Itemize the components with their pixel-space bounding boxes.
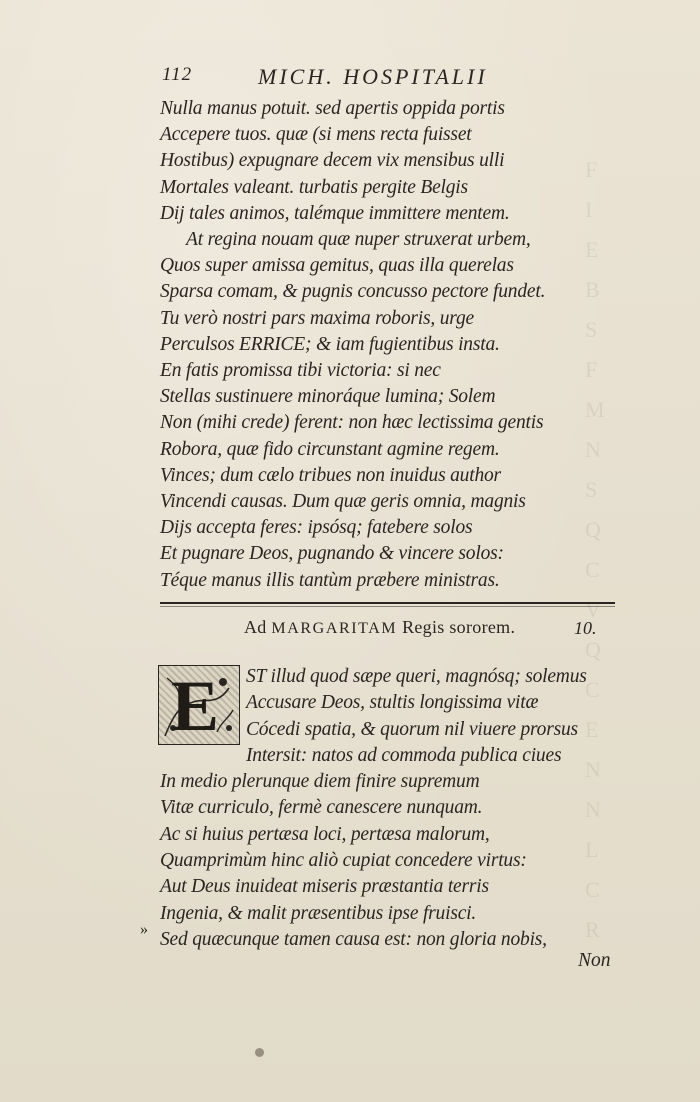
verse-line: En fatis promissa tibi victoria: si nec <box>160 360 441 382</box>
poem-number: 10. <box>574 618 597 638</box>
poem-line: Aut Deus inuideat miseris præstantia terris <box>160 876 489 898</box>
verse-line: Mortales valeant. turbatis pergite Belgis <box>160 176 468 198</box>
verse-line: Nulla manus potuit. sed apertis oppida portis <box>160 98 505 119</box>
poem-line: Sed quæcunque tamen causa est: non gloria nobis, <box>160 928 547 950</box>
verse-line: Téque manus illis tantùm præbere ministras. <box>160 569 500 591</box>
verse-line: Sparsa comam, & pugnis concusso pectore fundet. <box>160 281 546 303</box>
poem-line: Vitæ curriculo, fermè canescere nunquam. <box>160 797 483 819</box>
initial-letter: E <box>171 666 220 746</box>
poem-line: Ac si huius pertæsa loci, pertæsa malorum, <box>160 823 490 845</box>
poem-line: Ingenia, & malit præsentibus ipse fruisci. <box>160 902 477 924</box>
verse-line: Non (mihi crede) ferent: non hæc lectissima gentis <box>160 412 544 434</box>
verse-line: Perculsos ERRICE; & iam fugientibus insta. <box>160 333 500 355</box>
poem-line: In medio plerunque diem finire supremum <box>160 771 480 793</box>
heading-suffix: Regis sororem. <box>402 617 516 637</box>
heading-prefix: Ad <box>244 617 267 637</box>
section-rule <box>160 602 615 604</box>
show-through-from-reverse: F I E B S F M N S Q C V Q C E N N L C R <box>585 157 605 942</box>
verse-line: Robora, quæ fido circunstant agmine regem. <box>160 438 500 460</box>
ink-smudge <box>255 1048 264 1057</box>
verse-line: At regina nouam quæ nuper struxerat urbem, <box>186 229 531 251</box>
verse-line: Hostibus) expugnare decem vix mensibus ulli <box>160 150 505 172</box>
verse-line: Accepere tuos. quæ (si mens recta fuisset <box>160 124 472 146</box>
poem-line: Intersit: natos ad commoda publica ciues <box>246 744 562 766</box>
running-head <box>162 64 622 98</box>
verse-block <box>160 96 630 594</box>
verse-line: Quos super amissa gemitus, quas illa querelas <box>160 255 514 277</box>
running-title: MICH. HOSPITALII <box>258 64 488 89</box>
section-rule-thin <box>160 606 615 607</box>
poem-line: ST illud quod sæpe queri, magnósq; solemus <box>246 666 587 687</box>
verse-line: Vincendi causas. Dum quæ geris omnia, magnis <box>160 491 526 513</box>
verse-line: Dij tales animos, talémque immittere mentem. <box>160 202 510 224</box>
poem-line: Accusare Deos, stultis longissima vitæ <box>246 692 539 714</box>
catchword: Non <box>578 950 611 971</box>
verse-line: Et pugnare Deos, pugnando & vincere solos: <box>160 543 504 565</box>
poem-block <box>160 664 630 953</box>
verse-line: Tu verò nostri pars maxima roboris, urge <box>160 307 474 329</box>
poem-heading <box>244 617 624 638</box>
poem-line: Quamprimùm hinc aliò cupiat concedere virtus: <box>160 850 527 872</box>
verse-line: Vinces; dum cælo tribues non inuidus author <box>160 464 501 486</box>
quotation-marker: » <box>140 921 148 938</box>
verse-line: Dijs accepta feres: ipsósq; fatebere solos <box>160 517 473 539</box>
verse-line: Stellas sustinuere minoráque lumina; Solem <box>160 386 496 408</box>
page-number: 112 <box>162 64 193 85</box>
heading-name: MARGARITAM <box>271 620 398 637</box>
poem-line: Cócedi spatia, & quorum nil viuere prorsus <box>246 718 578 740</box>
